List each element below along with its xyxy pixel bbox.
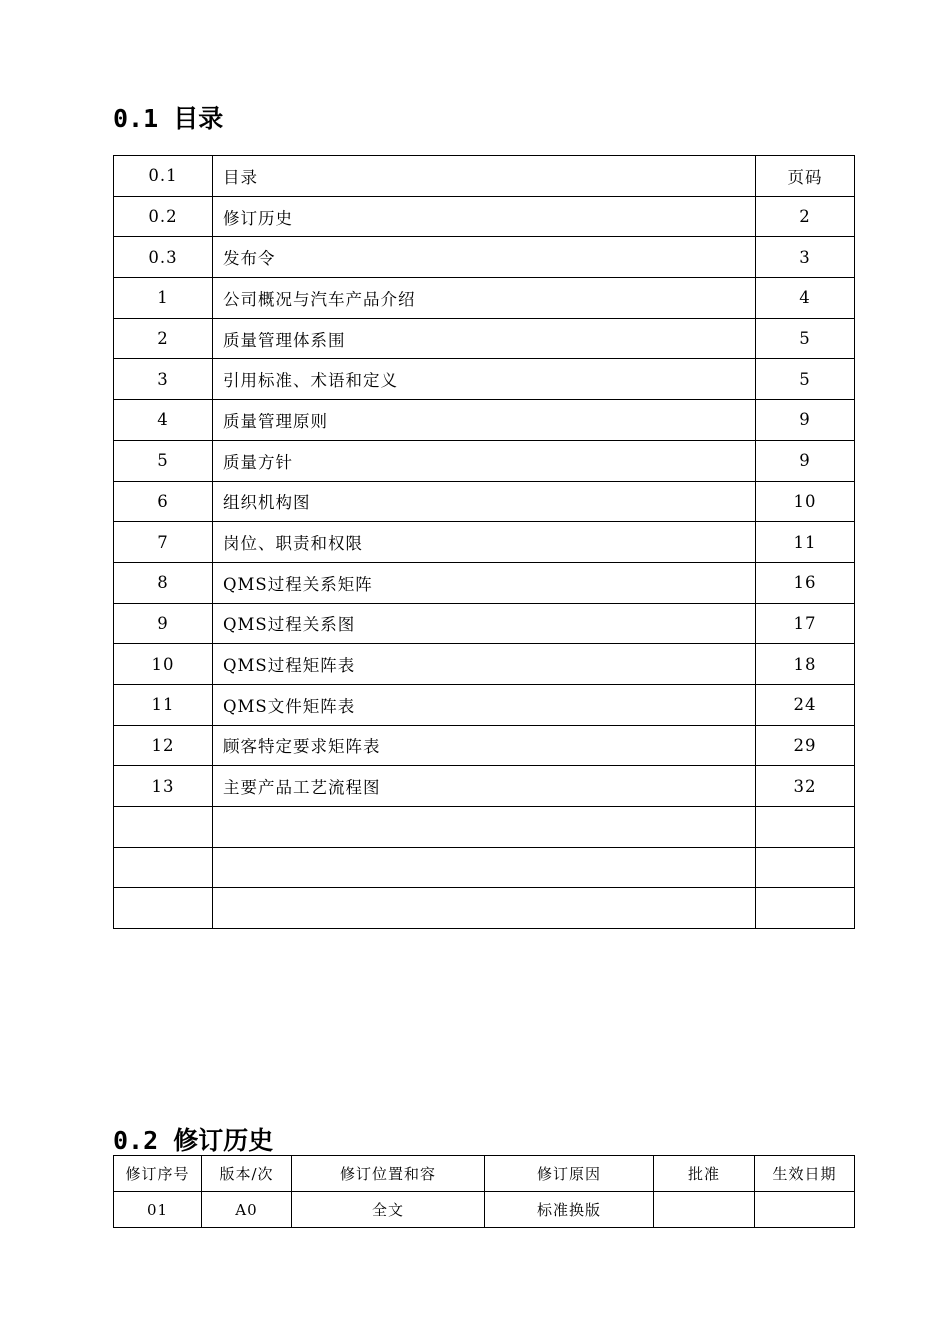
revision-col-header: 修订原因	[485, 1156, 654, 1192]
toc-row	[114, 562, 855, 603]
toc-row-page: 11	[756, 522, 855, 563]
revision-col-header: 修订序号	[114, 1156, 202, 1192]
revision-col-header: 版本/次	[202, 1156, 292, 1192]
toc-row-page: 4	[756, 278, 855, 319]
toc-row	[114, 481, 855, 522]
toc-row-page: 3	[756, 237, 855, 278]
toc-row-num: 12	[114, 725, 213, 766]
toc-row-title: 组织机构图	[213, 481, 756, 522]
toc-row-title: 修订历史	[213, 196, 756, 237]
revision-row	[114, 1192, 855, 1228]
revision-col-header: 批准	[654, 1156, 755, 1192]
revision-cell	[654, 1192, 755, 1228]
toc-row-page	[756, 807, 855, 848]
revision-col-header: 修订位置和容	[292, 1156, 485, 1192]
toc-row-num	[114, 807, 213, 848]
toc-row-num: 13	[114, 766, 213, 807]
toc-row-title: QMS过程关系图	[213, 603, 756, 644]
toc-header-title: 目录	[213, 156, 756, 197]
toc-row-page: 24	[756, 684, 855, 725]
toc-row-title: QMS文件矩阵表	[213, 684, 756, 725]
revision-header-row	[114, 1156, 855, 1192]
toc-row-page	[756, 847, 855, 888]
revision-body	[114, 1192, 855, 1228]
toc-row-num: 1	[114, 278, 213, 319]
toc-row	[114, 807, 855, 848]
toc-row-num: 11	[114, 684, 213, 725]
toc-row	[114, 522, 855, 563]
toc-row-num: 5	[114, 440, 213, 481]
toc-row-page: 17	[756, 603, 855, 644]
toc-row-title: 质量管理体系围	[213, 318, 756, 359]
toc-row-num	[114, 847, 213, 888]
toc-row-title	[213, 888, 756, 929]
revision-cell: 标准换版	[485, 1192, 654, 1228]
toc-row-page: 10	[756, 481, 855, 522]
toc-heading: 0.1 目录	[113, 104, 224, 133]
toc-row	[114, 196, 855, 237]
revision-cell: A0	[202, 1192, 292, 1228]
toc-header-row	[114, 156, 855, 197]
toc-row-num: 3	[114, 359, 213, 400]
toc-body	[114, 156, 855, 929]
toc-row-num: 2	[114, 318, 213, 359]
toc-table	[113, 155, 855, 929]
revision-cell: 01	[114, 1192, 202, 1228]
toc-row-page: 29	[756, 725, 855, 766]
toc-row	[114, 888, 855, 929]
toc-row-page	[756, 888, 855, 929]
revision-cell	[755, 1192, 855, 1228]
toc-row	[114, 847, 855, 888]
toc-row-page: 5	[756, 359, 855, 400]
toc-row-num: 0.3	[114, 237, 213, 278]
toc-row-title: 质量管理原则	[213, 400, 756, 441]
toc-row-num	[114, 888, 213, 929]
toc-row	[114, 400, 855, 441]
toc-row-num: 4	[114, 400, 213, 441]
revision-table	[113, 1155, 855, 1228]
toc-row	[114, 766, 855, 807]
toc-row-page: 16	[756, 562, 855, 603]
toc-row-title: QMS过程关系矩阵	[213, 562, 756, 603]
toc-row	[114, 725, 855, 766]
toc-row	[114, 440, 855, 481]
toc-row-page: 5	[756, 318, 855, 359]
toc-row-page: 18	[756, 644, 855, 685]
toc-row-page: 9	[756, 400, 855, 441]
toc-row	[114, 237, 855, 278]
toc-row	[114, 278, 855, 319]
toc-row-page: 9	[756, 440, 855, 481]
toc-row-num: 7	[114, 522, 213, 563]
toc-header-page: 页码	[756, 156, 855, 197]
toc-header-num: 0.1	[114, 156, 213, 197]
toc-row-page: 2	[756, 196, 855, 237]
toc-row-title: QMS过程矩阵表	[213, 644, 756, 685]
revision-cell: 全文	[292, 1192, 485, 1228]
revision-col-header: 生效日期	[755, 1156, 855, 1192]
toc-row-num: 9	[114, 603, 213, 644]
toc-row-num: 10	[114, 644, 213, 685]
toc-row-title: 顾客特定要求矩阵表	[213, 725, 756, 766]
toc-row-num: 8	[114, 562, 213, 603]
toc-row-title: 引用标准、术语和定义	[213, 359, 756, 400]
toc-row-num: 0.2	[114, 196, 213, 237]
toc-row	[114, 318, 855, 359]
toc-row-page: 32	[756, 766, 855, 807]
toc-row-title: 发布令	[213, 237, 756, 278]
toc-row-title: 主要产品工艺流程图	[213, 766, 756, 807]
toc-row-title	[213, 807, 756, 848]
toc-row	[114, 603, 855, 644]
toc-row	[114, 359, 855, 400]
toc-row	[114, 644, 855, 685]
toc-row	[114, 684, 855, 725]
toc-row-title: 质量方针	[213, 440, 756, 481]
revision-heading: 0.2 修订历史	[113, 1126, 274, 1155]
toc-row-title: 岗位、职责和权限	[213, 522, 756, 563]
toc-row-title	[213, 847, 756, 888]
toc-row-num: 6	[114, 481, 213, 522]
toc-row-title: 公司概况与汽车产品介绍	[213, 278, 756, 319]
